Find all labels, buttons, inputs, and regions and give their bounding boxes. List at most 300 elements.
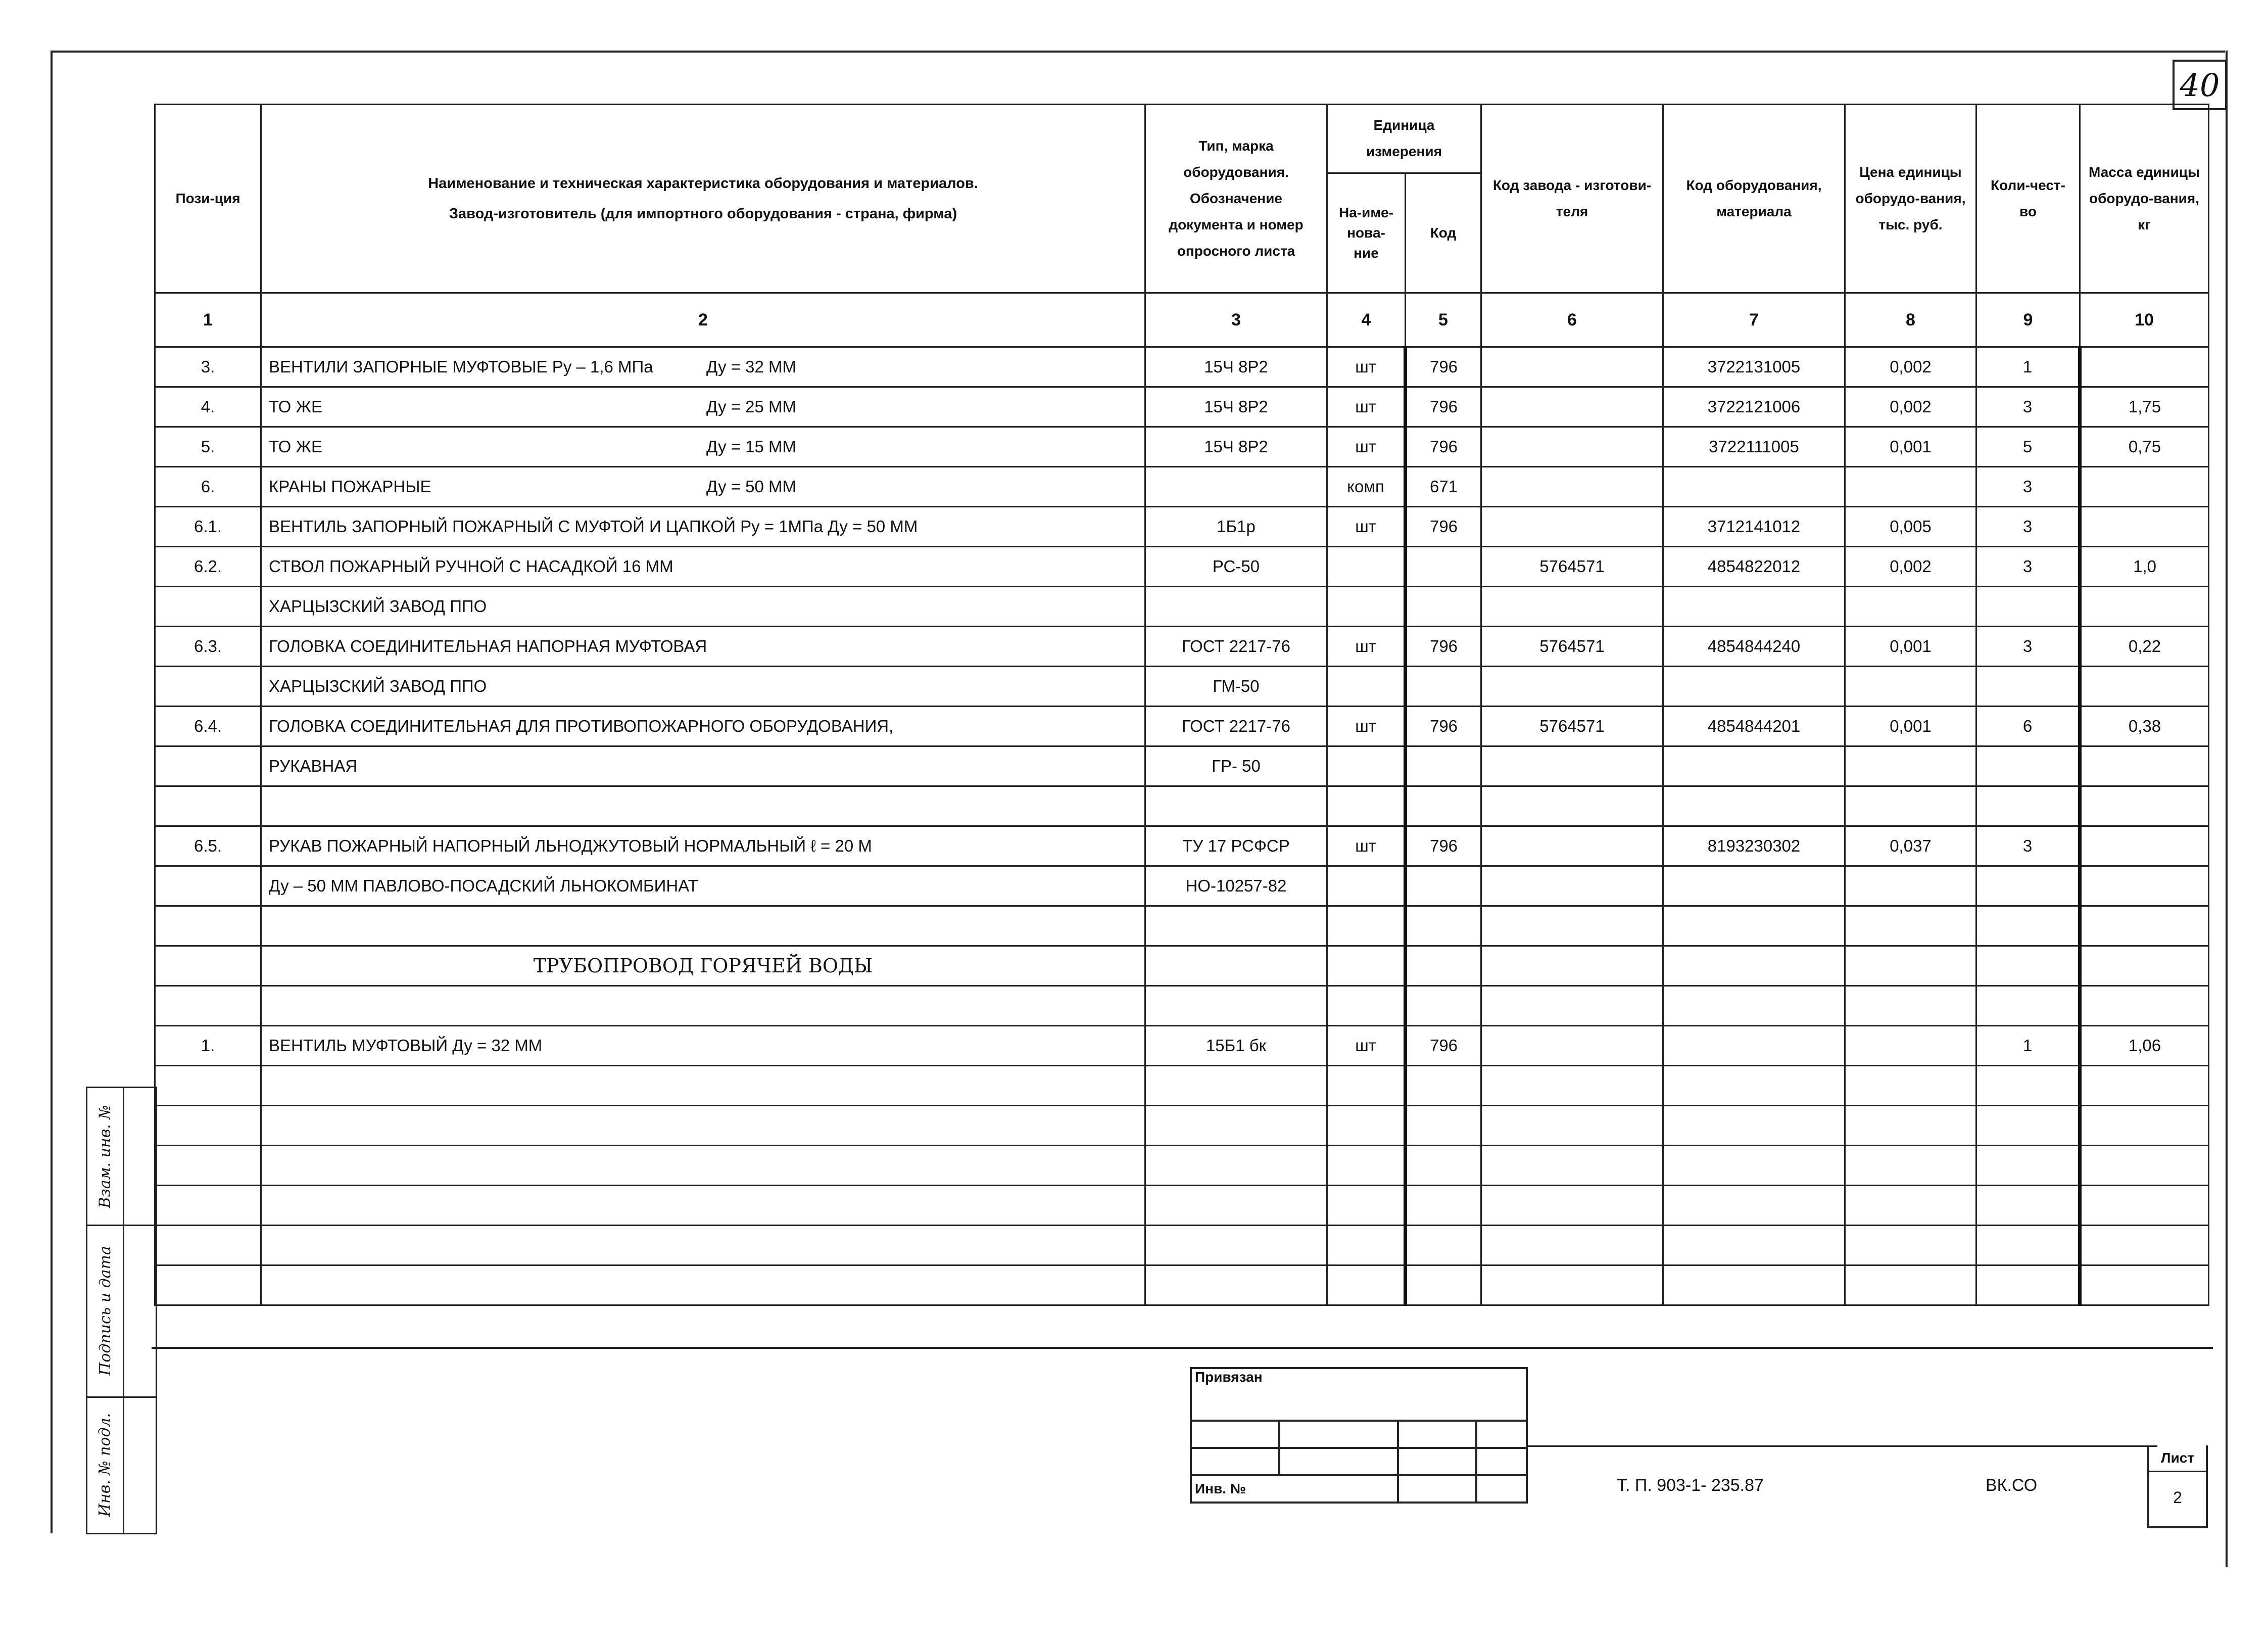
header-unit-name: На-име-нова-ние <box>1327 173 1406 293</box>
cell-mass: 1,75 <box>2080 387 2209 427</box>
table-row <box>155 627 2209 667</box>
empty-row <box>155 1106 2209 1146</box>
stamp-cell <box>1279 1448 1398 1475</box>
cell-ucode <box>1406 786 1481 826</box>
table-row <box>155 746 2209 786</box>
cell-empty <box>1663 1146 1845 1186</box>
cell-empty <box>1481 946 1663 986</box>
stamp-privyazan: Привязан <box>1191 1368 1527 1421</box>
cell-qty: 3 <box>1976 387 2080 427</box>
cell-type: ГОСТ 2217-76 <box>1145 707 1327 746</box>
sidebar-podpis <box>87 1225 156 1398</box>
cell-empty <box>1406 1265 1481 1305</box>
cell-ucode <box>1406 906 1481 946</box>
stamp-cell <box>1279 1421 1398 1448</box>
item-name: ВЕНТИЛЬ МУФТОВЫЙ Ду = 32 ММ <box>269 1036 543 1055</box>
item-diameter: Ду = 25 ММ <box>706 397 797 416</box>
cell-price <box>1845 746 1976 786</box>
cell-empty <box>1406 1146 1481 1186</box>
cell-mass: 1,06 <box>2080 1026 2209 1066</box>
table-row <box>155 427 2209 467</box>
cell-type: 1Б1р <box>1145 507 1327 547</box>
cell-price <box>1845 1026 1976 1066</box>
table-bottom-line <box>152 1347 2213 1349</box>
cell-ucode <box>1406 986 1481 1026</box>
cell-fcode <box>1481 427 1663 467</box>
cell-type <box>1145 467 1327 507</box>
cell-empty <box>1845 1066 1976 1106</box>
item-name: ВЕНТИЛИ ЗАПОРНЫЕ МУФТОВЫЕ Ру – 1,6 МПа <box>269 357 653 376</box>
section-title: ТРУБОПРОВОД ГОРЯЧЕЙ ВОДЫ <box>261 946 1145 986</box>
cell-type: 15Ч 8Р2 <box>1145 347 1327 387</box>
cell-empty <box>1663 1106 1845 1146</box>
empty-row <box>155 1265 2209 1305</box>
cell-empty <box>1406 946 1481 986</box>
stamp-cell <box>1398 1421 1476 1448</box>
cell-price: 0,002 <box>1845 387 1976 427</box>
cell-pos <box>155 866 261 906</box>
table-row <box>155 467 2209 507</box>
cell-pos <box>155 746 261 786</box>
title-block-line <box>1526 1445 2157 1447</box>
empty-row <box>155 1066 2209 1106</box>
header-quantity: Коли-чест-во <box>1976 105 2080 293</box>
cell-ucode <box>1406 587 1481 627</box>
cell-type <box>1145 786 1327 826</box>
item-name: ХАРЦЫЗСКИЙ ЗАВОД ППО <box>269 677 487 695</box>
cell-empty <box>155 1146 261 1186</box>
cell-qty: 1 <box>1976 1026 2080 1066</box>
cell-empty <box>1976 946 2080 986</box>
cell-empty <box>1406 1106 1481 1146</box>
cell-qty: 3 <box>1976 467 2080 507</box>
cell-ucode: 671 <box>1406 467 1481 507</box>
header-name-line1: Наименование и техническая характеристика оборудования и материалов. <box>428 175 978 192</box>
cell-empty <box>1481 1146 1663 1186</box>
cell-ecode: 4854844201 <box>1663 707 1845 746</box>
cell-empty <box>1663 946 1845 986</box>
cell-price <box>1845 786 1976 826</box>
cell-pos: 6.1. <box>155 507 261 547</box>
cell-fcode <box>1481 826 1663 866</box>
cell-name <box>261 667 1145 707</box>
cell-pos <box>155 986 261 1026</box>
cell-empty <box>261 1186 1145 1226</box>
cell-empty <box>155 1106 261 1146</box>
specification-table <box>154 104 2209 1306</box>
item-diameter: Ду = 32 ММ <box>706 357 797 376</box>
cell-ucode: 796 <box>1406 1026 1481 1066</box>
cell-mass: 0,38 <box>2080 707 2209 746</box>
colnum: 9 <box>1976 293 2080 347</box>
sidebar-vzam <box>87 1088 156 1226</box>
cell-empty <box>1481 1106 1663 1146</box>
header-type: Тип, марка оборудования. Обозначение документа и номер опросного листа <box>1145 105 1327 293</box>
cell-qty: 3 <box>1976 507 2080 547</box>
cell-empty <box>155 1186 261 1226</box>
cell-empty <box>1663 1226 1845 1265</box>
cell-pos: 3. <box>155 347 261 387</box>
sidebar-inv <box>87 1396 156 1533</box>
cell-mass <box>2080 667 2209 707</box>
cell-price: 0,001 <box>1845 627 1976 667</box>
cell-unit <box>1327 906 1406 946</box>
cell-empty <box>155 1066 261 1106</box>
cell-empty <box>1145 1226 1327 1265</box>
cell-empty <box>155 1265 261 1305</box>
cell-empty <box>1145 1106 1327 1146</box>
cell-name <box>261 587 1145 627</box>
cell-qty: 1 <box>1976 347 2080 387</box>
cell-empty <box>1406 1066 1481 1106</box>
cell-type: 15Ч 8Р2 <box>1145 427 1327 467</box>
colnum: 6 <box>1481 293 1663 347</box>
empty-row <box>155 1146 2209 1186</box>
cell-name <box>261 427 1145 467</box>
cell-name <box>261 547 1145 587</box>
sidebar-podpis-label: Подпись и дата <box>96 1245 114 1376</box>
cell-mass: 0,22 <box>2080 627 2209 667</box>
cell-fcode <box>1481 906 1663 946</box>
cell-fcode <box>1481 1026 1663 1066</box>
cell-unit: комп <box>1327 467 1406 507</box>
cell-empty <box>1845 1226 1976 1265</box>
item-name: ТО ЖЕ <box>269 397 322 416</box>
cell-price <box>1845 467 1976 507</box>
cell-qty <box>1976 587 2080 627</box>
cell-name <box>261 826 1145 866</box>
cell-ucode: 796 <box>1406 826 1481 866</box>
cell-name <box>261 467 1145 507</box>
cell-pos: 4. <box>155 387 261 427</box>
cell-empty <box>261 1146 1145 1186</box>
cell-pos: 6.2. <box>155 547 261 587</box>
cell-empty <box>1845 1146 1976 1186</box>
cell-fcode: 5764571 <box>1481 707 1663 746</box>
cell-mass <box>2080 986 2209 1026</box>
approval-sidebar <box>86 1087 157 1534</box>
cell-empty <box>1976 1186 2080 1226</box>
cell-qty: 3 <box>1976 826 2080 866</box>
cell-empty <box>2080 946 2209 986</box>
cell-ucode <box>1406 866 1481 906</box>
cell-name <box>261 1026 1145 1066</box>
cell-unit: шт <box>1327 387 1406 427</box>
cell-name <box>261 866 1145 906</box>
cell-ecode: 4854822012 <box>1663 547 1845 587</box>
cell-price: 0,005 <box>1845 507 1976 547</box>
document-mark: ВК.СО <box>1986 1476 2038 1495</box>
sheet-label: Лист <box>2149 1445 2206 1472</box>
cell-ucode: 796 <box>1406 707 1481 746</box>
item-name: Ду – 50 ММ ПАВЛОВО-ПОСАДСКИЙ ЛЬНОКОМБИНАТ <box>269 876 698 895</box>
cell-empty <box>2080 1265 2209 1305</box>
table-row <box>155 707 2209 746</box>
cell-empty <box>1481 1226 1663 1265</box>
cell-empty <box>2080 1186 2209 1226</box>
cell-mass <box>2080 906 2209 946</box>
cell-unit <box>1327 866 1406 906</box>
cell-type: 15Б1 бк <box>1145 1026 1327 1066</box>
sheet-number: 40 <box>2173 60 2227 110</box>
stamp-cell <box>1398 1448 1476 1475</box>
cell-ucode <box>1406 547 1481 587</box>
item-name: ХАРЦЫЗСКИЙ ЗАВОД ППО <box>269 597 487 616</box>
cell-ucode: 796 <box>1406 427 1481 467</box>
cell-type: ГМ-50 <box>1145 667 1327 707</box>
cell-fcode <box>1481 866 1663 906</box>
item-name: РУКАВНАЯ <box>269 757 358 775</box>
cell-price: 0,002 <box>1845 347 1976 387</box>
cell-fcode: 5764571 <box>1481 547 1663 587</box>
cell-pos <box>155 587 261 627</box>
cell-qty <box>1976 906 2080 946</box>
header-unit-code: Код <box>1406 173 1481 293</box>
cell-unit: шт <box>1327 707 1406 746</box>
table-row <box>155 587 2209 627</box>
sidebar-vzam-label: Взам. инв. № <box>96 1104 114 1208</box>
cell-qty: 3 <box>1976 627 2080 667</box>
table-row <box>155 986 2209 1026</box>
column-number-row <box>155 293 2209 347</box>
cell-unit <box>1327 746 1406 786</box>
table-row <box>155 826 2209 866</box>
header-price: Цена единицы оборудо-вания, тыс. руб. <box>1845 105 1976 293</box>
cell-ecode <box>1663 667 1845 707</box>
cell-price <box>1845 587 1976 627</box>
table-row <box>155 347 2209 387</box>
stamp-cell <box>1398 1475 1476 1503</box>
cell-price <box>1845 866 1976 906</box>
cell-fcode <box>1481 667 1663 707</box>
cell-empty <box>1327 1226 1406 1265</box>
stamp-cell <box>1476 1448 1527 1475</box>
cell-empty <box>1327 1106 1406 1146</box>
stamp-cell <box>1476 1475 1527 1503</box>
cell-qty <box>1976 866 2080 906</box>
header-unit: Единица измерения <box>1327 105 1481 173</box>
cell-qty <box>1976 746 2080 786</box>
cell-mass <box>2080 347 2209 387</box>
cell-empty <box>1976 1106 2080 1146</box>
cell-price <box>1845 667 1976 707</box>
cell-unit <box>1327 547 1406 587</box>
table-row <box>155 547 2209 587</box>
cell-mass: 1,0 <box>2080 547 2209 587</box>
cell-empty <box>1976 1066 2080 1106</box>
cell-pos <box>155 906 261 946</box>
cell-ucode: 796 <box>1406 347 1481 387</box>
cell-name <box>261 746 1145 786</box>
colnum: 1 <box>155 293 261 347</box>
sheet-value: 2 <box>2173 1488 2182 1507</box>
cell-fcode: 5764571 <box>1481 627 1663 667</box>
item-diameter: Ду = 15 ММ <box>706 437 797 456</box>
cell-empty <box>1145 1265 1327 1305</box>
cell-empty <box>261 1066 1145 1106</box>
cell-empty <box>1663 1066 1845 1106</box>
cell-type <box>1145 587 1327 627</box>
cell-mass <box>2080 826 2209 866</box>
cell-empty <box>2080 1106 2209 1146</box>
cell-type: ГОСТ 2217-76 <box>1145 627 1327 667</box>
cell-qty <box>1976 986 2080 1026</box>
cell-ecode <box>1663 906 1845 946</box>
cell-pos: 6.3. <box>155 627 261 667</box>
cell-ecode: 3722121006 <box>1663 387 1845 427</box>
header-row <box>155 105 2209 173</box>
cell-empty <box>1327 1146 1406 1186</box>
colnum: 2 <box>261 293 1145 347</box>
sidebar-inv-label: Инв. № подл. <box>96 1413 114 1517</box>
cell-ecode: 4854844240 <box>1663 627 1845 667</box>
cell-empty <box>261 1265 1145 1305</box>
cell-empty <box>1327 1265 1406 1305</box>
cell-ucode <box>1406 667 1481 707</box>
cell-ucode: 796 <box>1406 627 1481 667</box>
cell-empty <box>1145 946 1327 986</box>
cell-ecode <box>1663 786 1845 826</box>
cell-empty <box>1327 1066 1406 1106</box>
cell-qty: 3 <box>1976 547 2080 587</box>
table-row <box>155 667 2209 707</box>
cell-ecode <box>1663 986 1845 1026</box>
cell-qty: 6 <box>1976 707 2080 746</box>
stamp-cell <box>1191 1448 1279 1475</box>
cell-mass <box>2080 587 2209 627</box>
cell-qty <box>1976 786 2080 826</box>
header-factory-code: Код завода - изготови-теля <box>1481 105 1663 293</box>
cell-pos: 6.4. <box>155 707 261 746</box>
cell-type: ТУ 17 РСФСР <box>1145 826 1327 866</box>
cell-unit: шт <box>1327 627 1406 667</box>
cell-pos: 6. <box>155 467 261 507</box>
item-diameter: Ду = 50 ММ <box>706 477 797 496</box>
cell-ecode: 3722111005 <box>1663 427 1845 467</box>
section-row <box>155 946 2209 986</box>
header-name-line2: Завод-изготовитель (для импортного оборудования - страна, фирма) <box>449 206 957 222</box>
cell-pos <box>155 786 261 826</box>
cell-empty <box>1976 1146 2080 1186</box>
cell-fcode <box>1481 587 1663 627</box>
header-position: Пози-ция <box>155 105 261 293</box>
cell-empty <box>1145 1146 1327 1186</box>
cell-fcode <box>1481 507 1663 547</box>
cell-unit: шт <box>1327 427 1406 467</box>
cell-unit <box>1327 986 1406 1026</box>
cell-type: РС-50 <box>1145 547 1327 587</box>
cell-fcode <box>1481 347 1663 387</box>
cell-type: НО-10257-82 <box>1145 866 1327 906</box>
binding-stamp <box>1190 1367 1528 1504</box>
cell-fcode <box>1481 786 1663 826</box>
cell-empty <box>1976 1265 2080 1305</box>
cell-unit: шт <box>1327 826 1406 866</box>
cell-price: 0,002 <box>1845 547 1976 587</box>
cell-empty <box>2080 1066 2209 1106</box>
table-row <box>155 866 2209 906</box>
cell-empty <box>1663 1265 1845 1305</box>
cell-ecode <box>1663 587 1845 627</box>
cell-ecode: 3712141012 <box>1663 507 1845 547</box>
cell-unit <box>1327 667 1406 707</box>
table-row <box>155 906 2209 946</box>
cell-empty <box>1327 1186 1406 1226</box>
cell-empty <box>1481 1186 1663 1226</box>
cell-mass <box>2080 746 2209 786</box>
cell-ecode <box>1663 866 1845 906</box>
cell-empty <box>261 1106 1145 1146</box>
frame-right-edge <box>2226 51 2228 1567</box>
cell-fcode <box>1481 387 1663 427</box>
table-row <box>155 387 2209 427</box>
cell-mass <box>2080 507 2209 547</box>
item-name: СТВОЛ ПОЖАРНЫЙ РУЧНОЙ С НАСАДКОЙ 16 ММ <box>269 557 673 576</box>
cell-fcode <box>1481 986 1663 1026</box>
cell-empty <box>1976 1226 2080 1265</box>
cell-type <box>1145 906 1327 946</box>
cell-empty <box>1481 1066 1663 1106</box>
colnum: 3 <box>1145 293 1327 347</box>
colnum: 7 <box>1663 293 1845 347</box>
cell-name <box>261 986 1145 1026</box>
item-name: ВЕНТИЛЬ ЗАПОРНЫЙ ПОЖАРНЫЙ С МУФТОЙ И ЦАПКОЙ Ру = 1МПа Ду = 50 ММ <box>269 517 918 536</box>
cell-ecode <box>1663 467 1845 507</box>
cell-unit <box>1327 587 1406 627</box>
cell-price <box>1845 986 1976 1026</box>
cell-ucode: 796 <box>1406 507 1481 547</box>
cell-empty <box>1663 1186 1845 1226</box>
table-row <box>155 507 2209 547</box>
cell-empty <box>2080 1146 2209 1186</box>
cell-mass <box>2080 786 2209 826</box>
cell-empty <box>2080 1226 2209 1265</box>
colnum: 5 <box>1406 293 1481 347</box>
cell-unit: шт <box>1327 1026 1406 1066</box>
document-code: Т. П. 903-1- 235.87 <box>1617 1476 1764 1495</box>
cell-unit <box>1327 786 1406 826</box>
cell-ecode <box>1663 1026 1845 1066</box>
colnum: 8 <box>1845 293 1976 347</box>
cell-price: 0,037 <box>1845 826 1976 866</box>
header-name <box>261 105 1145 293</box>
item-name: ГОЛОВКА СОЕДИНИТЕЛЬНАЯ ДЛЯ ПРОТИВОПОЖАРНОГО ОБОРУДОВАНИЯ, <box>269 717 894 735</box>
cell-empty <box>1145 1066 1327 1106</box>
cell-empty <box>1845 1186 1976 1226</box>
cell-fcode <box>1481 467 1663 507</box>
sheet-box <box>2147 1445 2208 1528</box>
cell-mass <box>2080 467 2209 507</box>
cell-pos: 6.5. <box>155 826 261 866</box>
cell-ecode: 8193230302 <box>1663 826 1845 866</box>
cell-name <box>261 906 1145 946</box>
empty-row <box>155 1186 2209 1226</box>
cell-type <box>1145 986 1327 1026</box>
header-mass: Масса единицы оборудо-вания, кг <box>2080 105 2209 293</box>
stamp-cell <box>1191 1421 1279 1448</box>
cell-type: 15Ч 8Р2 <box>1145 387 1327 427</box>
table-row <box>155 1026 2209 1066</box>
item-name: КРАНЫ ПОЖАРНЫЕ <box>269 477 431 496</box>
cell-empty <box>1845 946 1976 986</box>
item-name: ГОЛОВКА СОЕДИНИТЕЛЬНАЯ НАПОРНАЯ МУФТОВАЯ <box>269 637 707 655</box>
table-row <box>155 786 2209 826</box>
cell-price <box>1845 906 1976 946</box>
colnum: 10 <box>2080 293 2209 347</box>
cell-pos <box>155 667 261 707</box>
cell-name <box>261 347 1145 387</box>
item-name: ТО ЖЕ <box>269 437 322 456</box>
